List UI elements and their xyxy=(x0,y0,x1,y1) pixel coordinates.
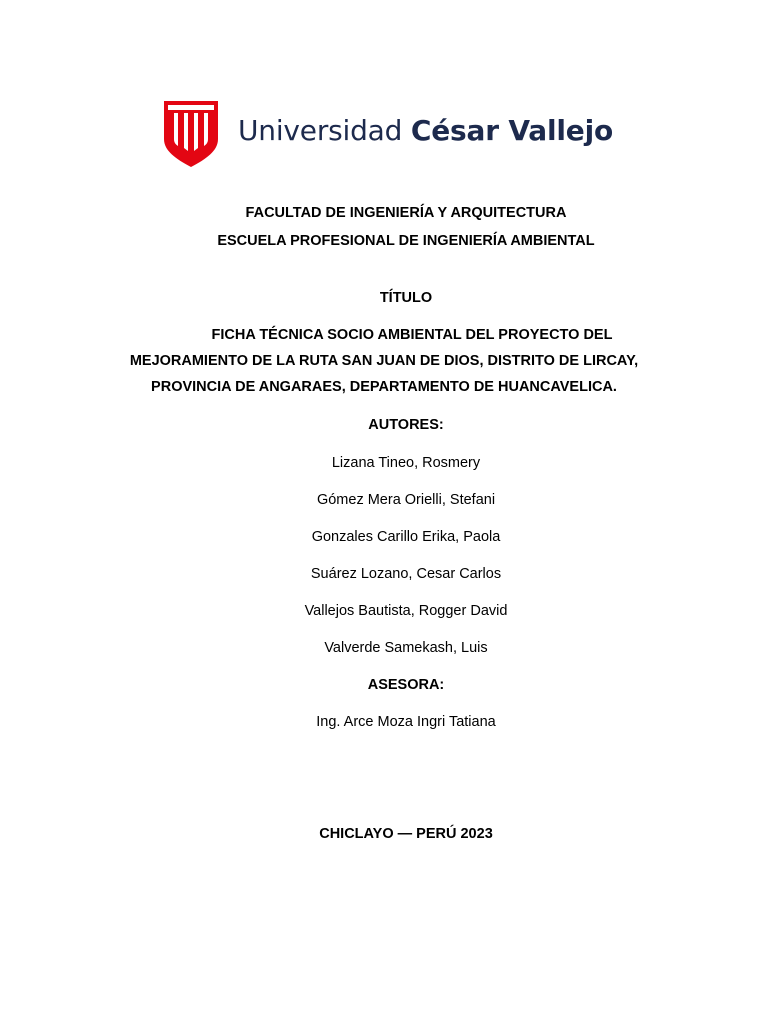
author-6: Valverde Samekash, Luis xyxy=(324,640,488,656)
place-year: CHICLAYO — PERÚ 2023 xyxy=(319,826,493,842)
title-line-1: FICHA TÉCNICA SOCIO AMBIENTAL DEL PROYECTO DEL xyxy=(211,327,613,343)
advisor-name: Ing. Arce Moza Ingri Tatiana xyxy=(316,714,496,730)
author-5: Vallejos Bautista, Rogger David xyxy=(304,603,508,619)
university-shield-icon xyxy=(164,101,218,167)
university-name xyxy=(238,114,614,147)
faculty-heading: FACULTAD DE INGENIERÍA Y ARQUITECTURA xyxy=(245,205,567,221)
author-4: Suárez Lozano, Cesar Carlos xyxy=(310,566,502,582)
title-line-2: MEJORAMIENTO DE LA RUTA SAN JUAN DE DIOS, DISTRITO DE LIRCAY, xyxy=(129,353,639,369)
title-label: TÍTULO xyxy=(379,290,433,306)
university-logo xyxy=(164,101,624,167)
school-heading: ESCUELA PROFESIONAL DE INGENIERÍA AMBIENTAL xyxy=(217,233,595,249)
author-1: Lizana Tineo, Rosmery xyxy=(331,455,481,471)
author-2: Gómez Mera Orielli, Stefani xyxy=(316,492,496,508)
university-name-regular: Universidad xyxy=(238,114,411,147)
authors-label: AUTORES: xyxy=(368,417,444,433)
advisor-label: ASESORA: xyxy=(367,677,445,693)
university-name-bold: César Vallejo xyxy=(410,114,614,147)
author-3: Gonzales Carillo Erika, Paola xyxy=(311,529,501,545)
title-line-3: PROVINCIA DE ANGARAES, DEPARTAMENTO DE HUANCAVELICA. xyxy=(151,379,617,395)
